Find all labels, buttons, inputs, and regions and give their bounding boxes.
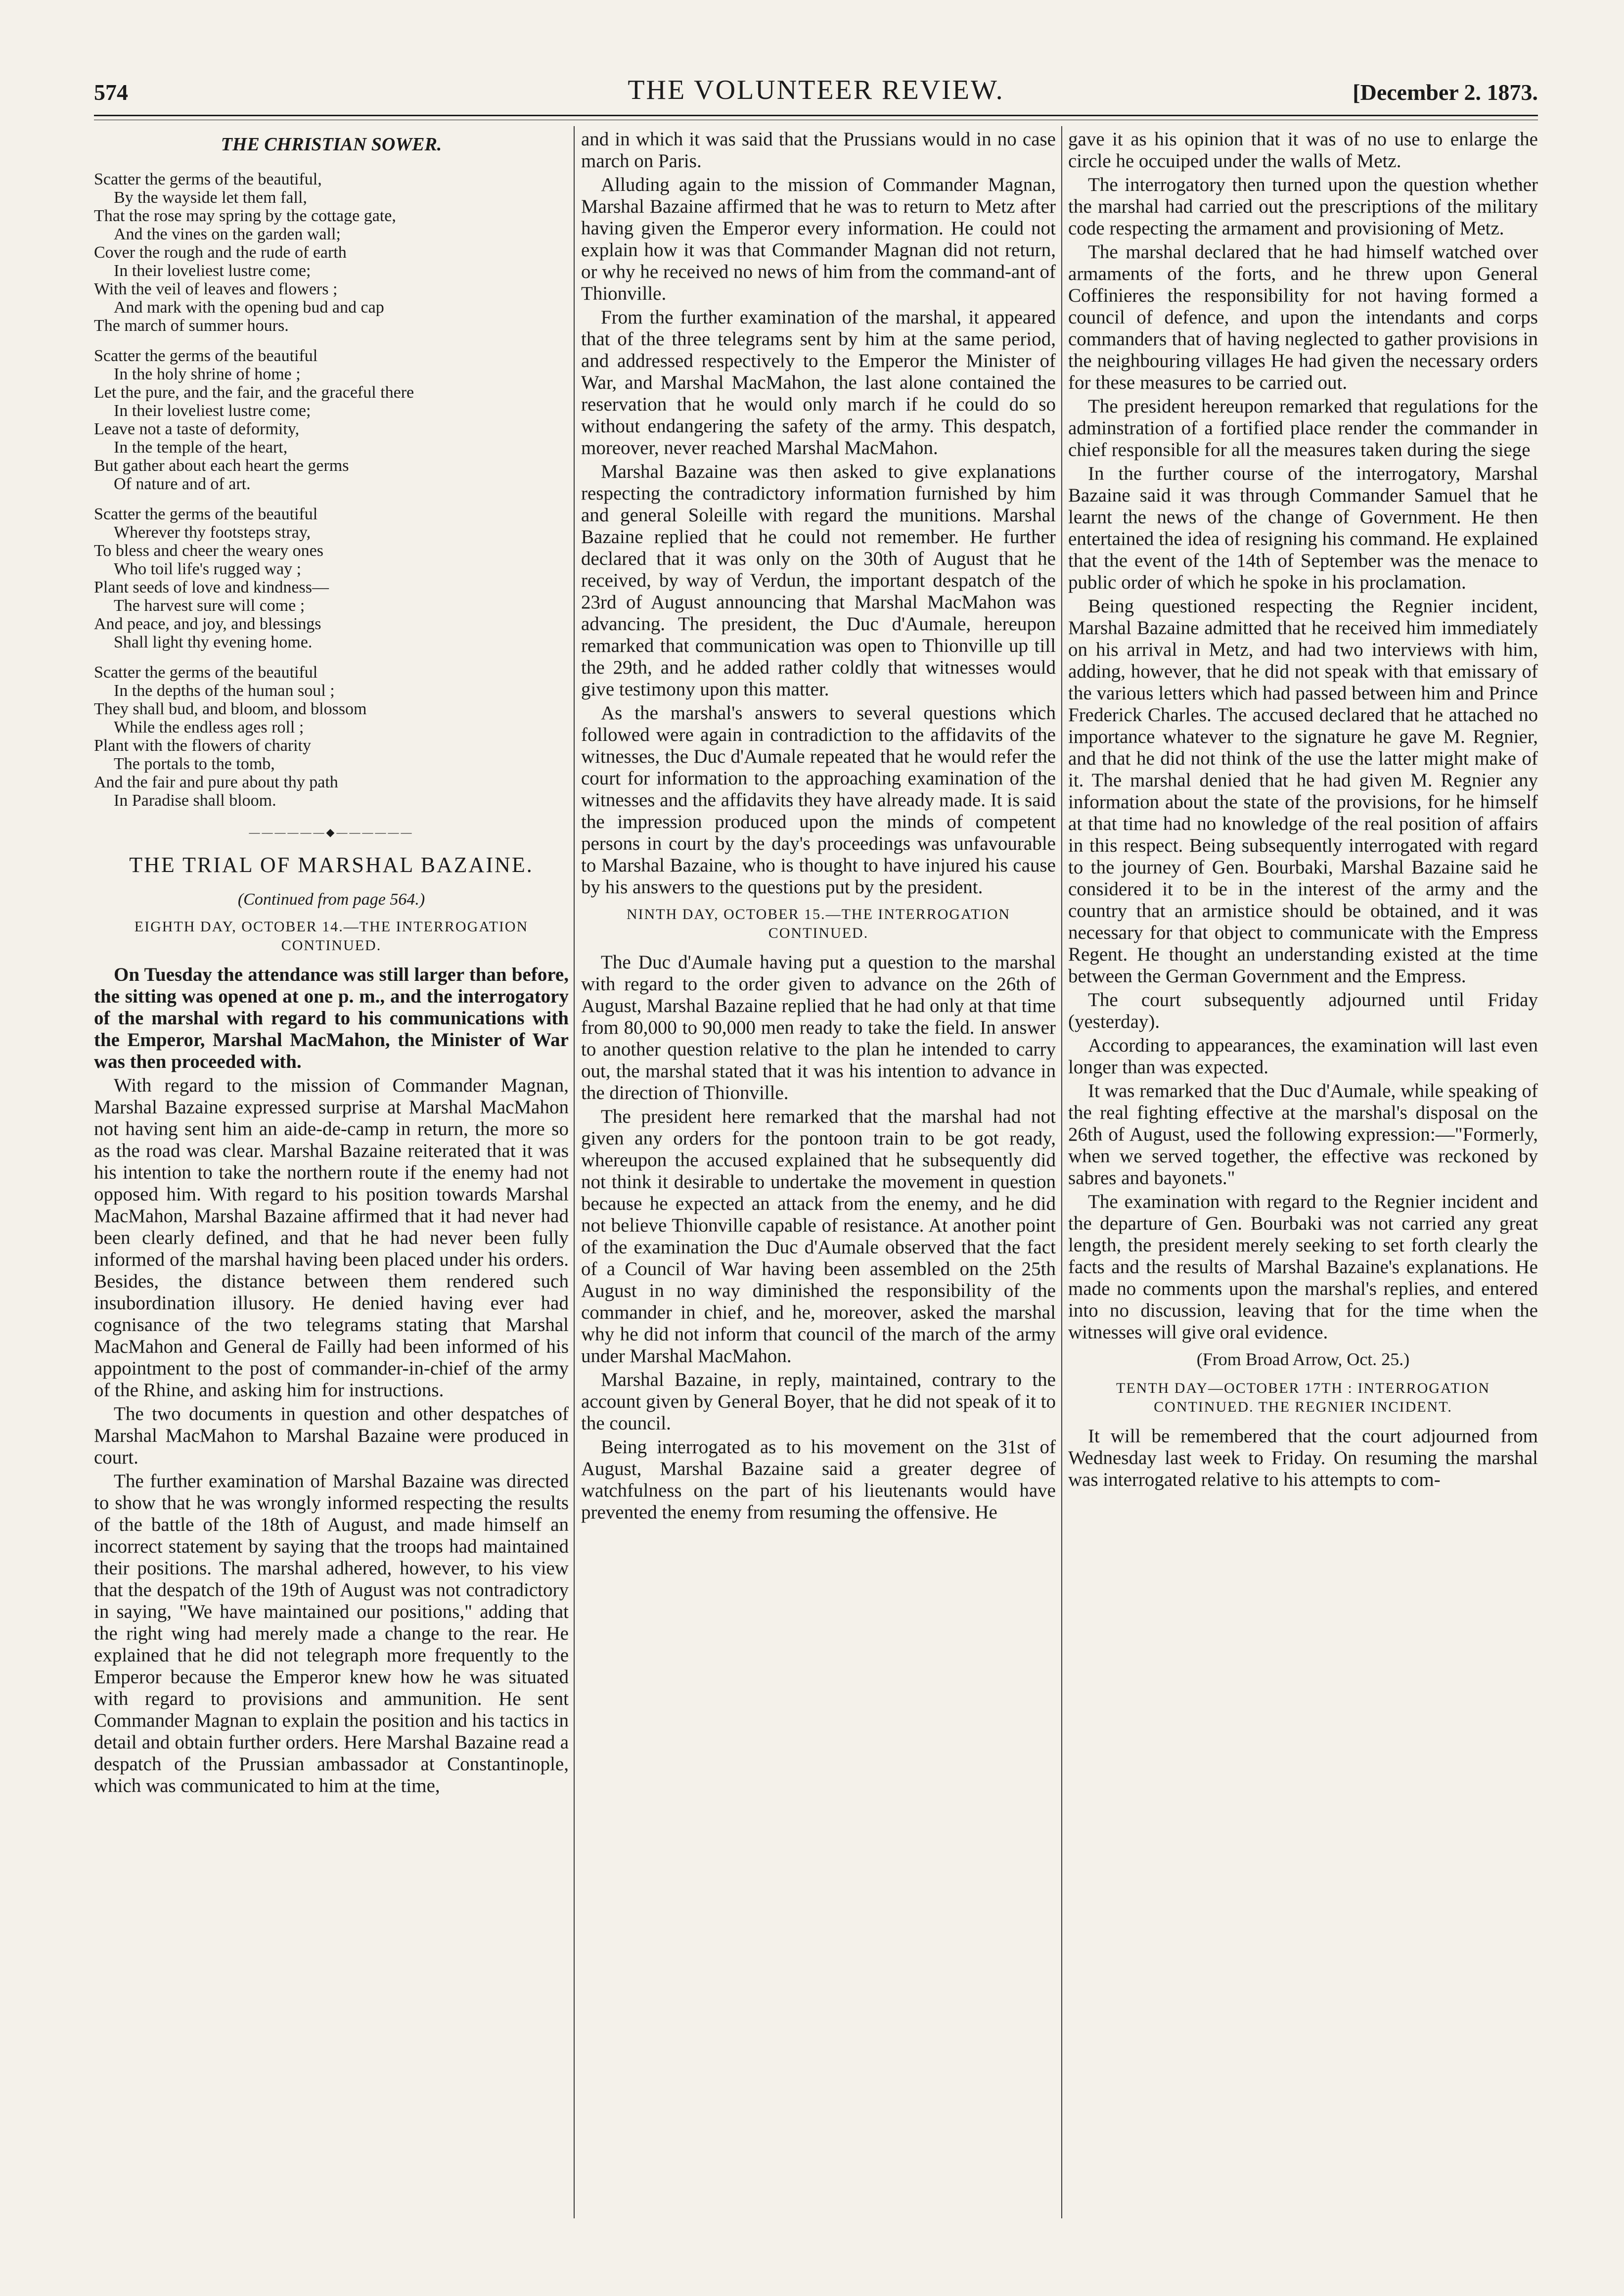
col2b-body: [581, 952, 1056, 1523]
poem-line: Who toil life's rugged way ;: [114, 560, 302, 578]
article-paragraph: It will be remembered that the court adjourned from Wednesday last week to Friday. On resuming the marshal was interrogated relative to his attempts to com-: [1068, 1425, 1538, 1490]
page-header: [94, 74, 1538, 109]
issue-date: [December 2. 1873.: [1353, 80, 1538, 105]
article-paragraph: and in which it was said that the Prussians would in no case march on Paris.: [581, 129, 1056, 172]
article-paragraph: Marshal Bazaine was then asked to give explanations respecting the contradictory information furnished by him and general Soleille with regard the munitions. Marshal Bazaine replied that he could not remember. He further declared that it was only on the 30th of August that he received, by way of Verdun, the important despatch of the 23rd of August announcing that Marshal MacMahon was advancing. The president, the Duc d'Aumale, hereupon remarked that communication was open to Thionville up till the 29th, and he added rather coldly that witnesses would give testimony upon this matter.: [581, 461, 1056, 700]
article-paragraph: The Duc d'Aumale having put a question to the marshal with regard to the order given to advance on the 26th of August, Marshal Bazaine replied that he had only at that time from 80,000 to 90,000 men ready to take the field. In answer to another question relative to the plan he intended to carry out, the marshal stated that it was his intention to advance in the direction of Thionville.: [581, 952, 1056, 1103]
poem-line: Scatter the germs of the beautiful: [94, 663, 318, 682]
poem-line: The portals to the tomb,: [114, 755, 275, 773]
article-paragraph: The further examination of Marshal Bazaine was directed to show that he was wrongly informed respecting the results of the battle of the 18th of August, and made himself an incorrect statement by saying that the troops had maintained their positions. The marshal adhered, however, to his view that the despatch of the 19th of August was not contradictory in saying, "We have maintained our positions," adding that the right wing had merely made a change to the rear. He explained that he did not telegraph more frequently to the Emperor because the Emperor knew how he was situated with regard to provisions and ammunition. He sent Commander Magnan to explain the position and his tactics in detail and obtain further orders. Here Marshal Bazaine read a despatch of the Prussian ambassador at Constantinople, which was communicated to him at the time,: [94, 1470, 569, 1796]
column-3: [1068, 129, 1538, 2221]
poem-title: THE CHRISTIAN SOWER.: [221, 134, 442, 155]
poem-line: Scatter the germs of the beautiful: [94, 505, 318, 523]
poem-line: Scatter the germs of the beautiful: [94, 347, 318, 365]
article-paragraph: The two documents in question and other despatches of Marshal MacMahon to Marshal Bazaine were produced in court.: [94, 1403, 569, 1468]
poem-line: Leave not a taste of deformity,: [94, 420, 300, 438]
article-paragraph: Alluding again to the mission of Commander Magnan, Marshal Bazaine affirmed that he was to return to Metz after having given the Emperor every information. He could not explain how it was that Commander Magnan did not return, or why he received no news of him from the command-ant of Thionville.: [581, 174, 1056, 304]
poem-line: In their loveliest lustre come;: [114, 262, 311, 280]
attribution: (From Broad Arrow, Oct. 25.): [1196, 1349, 1410, 1369]
poem-line: While the endless ages roll ;: [114, 718, 304, 736]
col2-body: [581, 129, 1056, 898]
poem-stanza: [94, 170, 569, 335]
article-paragraph: The marshal declared that he had himself watched over armaments of the forts, and he threw upon General Coffinieres the responsibility for not having formed a council of defence, and upon the intendants and corps commanders that of having neglected to gather provisions in the neighbouring villages He had given the necessary orders for these measures to be carried out.: [1068, 241, 1538, 393]
poem-stanza: [94, 347, 569, 493]
article-paragraph: According to appearances, the examination will last even longer than was expected.: [1068, 1035, 1538, 1078]
poem-line: Plant seeds of love and kindness—: [94, 578, 329, 597]
article-paragraph: It was remarked that the Duc d'Aumale, while speaking of the real fighting effective at the marshal's disposal on the 26th of August, used the following expression:—"Formerly, when we served together, the effective was reckoned by sabres and bayonets.": [1068, 1080, 1538, 1189]
poem-line: And mark with the opening bud and cap: [114, 298, 384, 317]
poem-stanza: [94, 663, 569, 810]
poem-line: In the holy shrine of home ;: [114, 365, 301, 383]
article-paragraph: Being questioned respecting the Regnier incident, Marshal Bazaine admitted that he received him immediately on his arrival in Metz, and had two interviews with him, adding, however, that he did not speak with that emissary of the various letters which had passed between him and Prince Frederick Charles. The accused declared that he attached no importance whatever to the signature he gave M. Regnier, and that he did not think of the use the latter might make of it. The marshal denied that he had given M. Regnier any information about the state of the provisions, for he himself at that time had no knowledge of the real position of affairs in this respect. Being subsequently interrogated with regard to the journey of Gen. Bourbaki, Marshal Bazaine said he considered it to be in the interest of the army and the country that an armistice should be obtained, and it was necessary for that object to communicate with the Empress Regent. He thought an understanding existed at the time between the German Government and the Empress.: [1068, 596, 1538, 987]
poem-line: The harvest sure will come ;: [114, 597, 305, 615]
article-title: THE TRIAL OF MARSHAL BAZAINE.: [129, 853, 534, 877]
column-2: [581, 129, 1056, 2221]
article-paragraph: From the further examination of the marshal, it appeared that of the three telegrams sent by him at the same period, and addressed respectively to the Emperor the Minister of War, and Marshal MacMahon, the last alone contained the reservation that he would only march if he could do so without endangering the safety of the army. This despatch, moreover, never reached Marshal MacMahon.: [581, 307, 1056, 459]
poem-line: Shall light thy evening home.: [114, 633, 313, 651]
poem-line: In Paradise shall bloom.: [114, 791, 276, 810]
poem-line: And peace, and joy, and blessings: [94, 615, 321, 633]
column-rule-2: [1061, 126, 1062, 2218]
poem-line: In the depths of the human soul ;: [114, 682, 335, 700]
article-paragraph: Marshal Bazaine, in reply, maintained, contrary to the account given by General Boyer, that he did not speak of it to the council.: [581, 1369, 1056, 1434]
poem-line: In the temple of the heart,: [114, 438, 288, 457]
poem-line: That the rose may spring by the cottage gate,: [94, 207, 396, 225]
poem-line: Of nature and of art.: [114, 475, 251, 493]
page-number: 574: [94, 80, 128, 105]
article-paragraph: The interrogatory then turned upon the question whether the marshal had carried out the prescriptions of the military code respecting the armament and provisioning of Metz.: [1068, 174, 1538, 239]
article-paragraph: In the further course of the interrogatory, Marshal Bazaine said it was through Commander Samuel that he learnt the news of the change of Government. He then entertained the idea of resigning his command. He explained that the event of the 14th of September was the menace to public order of which he spoke in his proclamation.: [1068, 463, 1538, 593]
poem-line: To bless and cheer the weary ones: [94, 542, 323, 560]
article-paragraph: The court subsequently adjourned until Friday (yesterday).: [1068, 989, 1538, 1032]
poem-line: The march of summer hours.: [94, 317, 289, 335]
article-paragraph: Being interrogated as to his movement on the 31st of August, Marshal Bazaine said a greater degree of watchfulness on the part of his lieutenants would have prevented the enemy from resuming the offensive. He: [581, 1436, 1056, 1523]
section-divider: ——————◆——————: [249, 826, 414, 838]
poem-line: Plant with the flowers of charity: [94, 736, 312, 755]
poem-line: They shall bud, and bloom, and blossom: [94, 700, 367, 718]
poem-line: Cover the rough and the rude of earth: [94, 243, 347, 262]
column-1: [94, 129, 569, 2221]
col3b-body: [1068, 1425, 1538, 1491]
poem-line: Scatter the germs of the beautiful,: [94, 170, 322, 188]
poem-body: [94, 170, 569, 810]
poem-line: By the wayside let them fall,: [114, 188, 307, 207]
continued-note: (Continued from page 564.): [237, 890, 425, 909]
poem-line: In their loveliest lustre come;: [114, 402, 311, 420]
poem-stanza: [94, 505, 569, 651]
article-paragraph: As the marshal's answers to several questions which followed were again in contradiction to the affidavits of the witnesses, the Duc d'Aumale repeated that he would refer the court for information to the approaching examination of the witnesses and the affidavits they have already made. It is said the impression produced upon the minds of competent persons in court by the day's proceedings was unfavourable to Marshal Bazaine, who is thought to have injured his cause by his answers to the questions put by the president.: [581, 702, 1056, 898]
day9-heading: NINTH DAY, OCTOBER 15.—THE INTERROGATION CONTINUED.: [626, 906, 1011, 941]
masthead-title: THE VOLUNTEER REVIEW.: [628, 75, 1004, 105]
column-rule-1: [574, 126, 575, 2218]
day10-heading: TENTH DAY—OCTOBER 17TH : INTERROGATION CONTINUED. THE REGNIER INCIDENT.: [1116, 1380, 1490, 1415]
col3-body: [1068, 129, 1538, 1343]
day8-heading: EIGHTH DAY, OCTOBER 14.—THE INTERROGATION CONTINUED.: [134, 918, 529, 954]
poem-line: And the fair and pure about thy path: [94, 773, 338, 791]
article-paragraph: The examination with regard to the Regnier incident and the departure of Gen. Bourbaki was not carried any great length, the president merely seeking to set forth clearly the facts and the results of Marshal Bazaine's explanations. He made no comments upon the marshal's replies, and entered into no discussion, leaving that for the time when the witnesses will give oral evidence.: [1068, 1191, 1538, 1343]
article-paragraph: With regard to the mission of Commander Magnan, Marshal Bazaine expressed surprise at Marshal MacMahon not having sent him an aide-de-camp in return, the more so as the road was clear. Marshal Bazaine reiterated that it was his intention to take the northern route if the enemy had not opposed him. With regard to his position towards Marshal MacMahon, Marshal Bazaine affirmed that it had never had been clearly defined, and that he had never been fully informed of the marshal having been placed under his orders. Besides, the distance between them rendered such insubordination illusory. He denied having ever had cognisance of the two telegrams stating that Marshal MacMahon and General de Failly had been informed of his appointment to the post of commander-in-chief of the army of the Rhine, and asking him for instructions.: [94, 1075, 569, 1401]
article-paragraph: On Tuesday the attendance was still larger than before, the sitting was opened at one p. m., and the interrogatory of the marshal with regard to his communications with the Emperor, Marshal MacMahon, the Minister of War was then proceeded with.: [94, 964, 569, 1072]
poem-line: But gather about each heart the germs: [94, 457, 349, 475]
article-paragraph: gave it as his opinion that it was of no use to enlarge the circle he occuiped under the walls of Metz.: [1068, 129, 1538, 172]
article-paragraph: The president here remarked that the marshal had not given any orders for the pontoon train to be got ready, whereupon the accused explained that he subsequently did not think it desirable to undertake the movement in question because he expected an attack from the enemy, and he did not believe Thionville capable of resistance. At another point of the examination the Duc d'Aumale observed that the fact of a Council of War having been assembled on the 25th August in no way diminished the responsibility of the commander in chief, and he, moreover, asked the marshal why he did not inform that council of the march of the army under Marshal MacMahon.: [581, 1106, 1056, 1367]
poem-line: And the vines on the garden wall;: [114, 225, 341, 243]
article-paragraph: The president hereupon remarked that regulations for the adminstration of a fortified place render the commander in chief responsible for all the measures taken during the siege: [1068, 396, 1538, 460]
header-rule: [94, 115, 1538, 116]
poem-line: Wherever thy footsteps stray,: [114, 523, 311, 542]
poem-line: With the veil of leaves and flowers ;: [94, 280, 338, 298]
col1-body: [94, 964, 569, 1797]
poem-line: Let the pure, and the fair, and the graceful there: [94, 383, 414, 402]
